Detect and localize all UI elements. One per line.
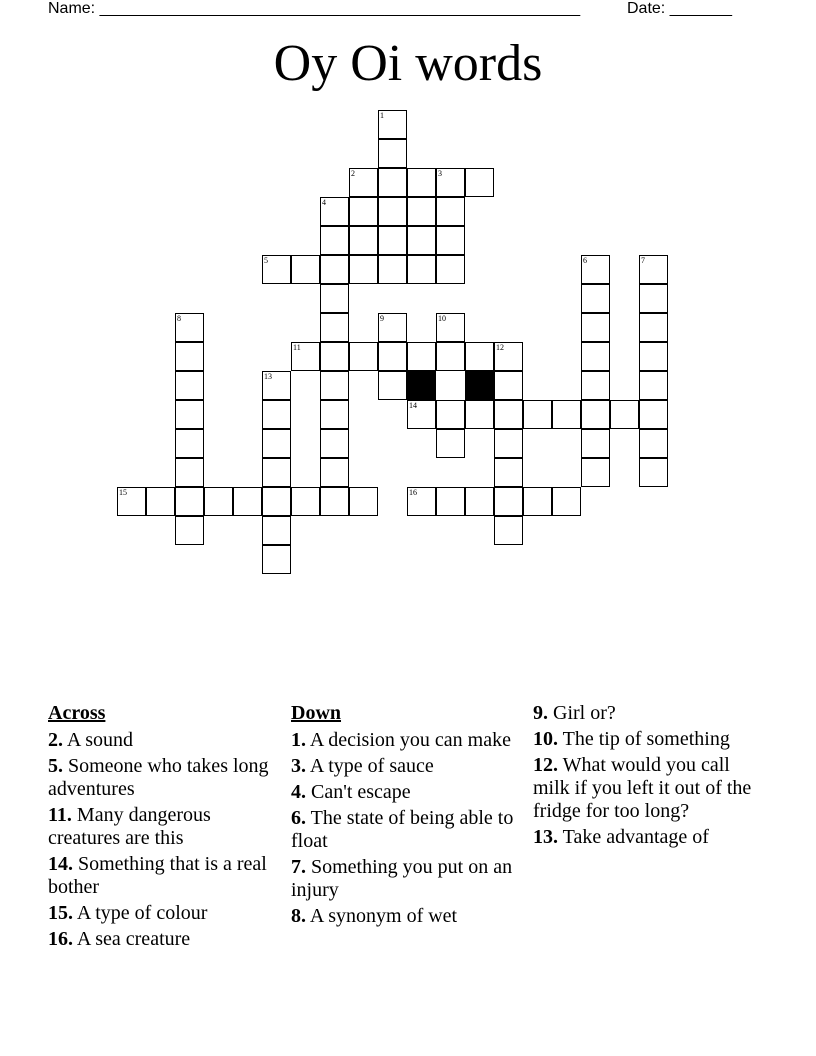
grid-cell[interactable] [407, 487, 436, 516]
grid-cell[interactable] [494, 429, 523, 458]
clue-number: 16 [409, 488, 417, 497]
across-clue [48, 729, 280, 752]
grid-cell[interactable] [349, 342, 378, 371]
grid-cell[interactable] [436, 255, 465, 284]
grid-cell[interactable] [233, 487, 262, 516]
clue-num: 13. [533, 826, 558, 848]
grid-cell[interactable] [552, 487, 581, 516]
grid-cell[interactable] [639, 313, 668, 342]
grid-cell[interactable] [436, 226, 465, 255]
clue-text: A type of colour [73, 902, 208, 924]
clue-text: Many dangerous creatures are this [48, 804, 211, 849]
grid-cell[interactable] [494, 342, 523, 371]
grid-cell[interactable] [436, 429, 465, 458]
clue-text: Can't escape [306, 781, 411, 803]
grid-cell[interactable] [610, 400, 639, 429]
black-cell [465, 371, 494, 400]
down-clues [291, 702, 519, 931]
grid-cell[interactable] [175, 516, 204, 545]
clue-number: 12 [496, 343, 504, 352]
grid-cell[interactable] [465, 168, 494, 197]
grid-cell[interactable] [320, 313, 349, 342]
grid-cell[interactable] [407, 168, 436, 197]
clue-text: Girl or? [548, 702, 616, 724]
down-clue [291, 755, 519, 778]
clue-num: 9. [533, 702, 548, 724]
grid-cell[interactable] [146, 487, 175, 516]
clue-num: 8. [291, 905, 306, 927]
grid-cell[interactable] [581, 313, 610, 342]
down-heading: Down [291, 702, 342, 724]
grid-cell[interactable] [175, 458, 204, 487]
grid-cell[interactable] [378, 255, 407, 284]
grid-cell[interactable] [378, 226, 407, 255]
grid-cell[interactable] [204, 487, 233, 516]
grid-cell[interactable] [581, 342, 610, 371]
across-clue [48, 928, 280, 951]
date-field[interactable]: Date: _______ [627, 0, 732, 17]
clue-num: 15. [48, 902, 73, 924]
grid-cell[interactable] [494, 516, 523, 545]
grid-cell[interactable] [262, 516, 291, 545]
grid-cell[interactable] [639, 458, 668, 487]
across-clue [48, 853, 280, 899]
grid-cell[interactable] [523, 400, 552, 429]
clue-number: 10 [438, 314, 446, 323]
down-clue [291, 905, 519, 928]
grid-cell[interactable] [349, 255, 378, 284]
grid-cell[interactable] [378, 110, 407, 139]
grid-cell[interactable] [262, 487, 291, 516]
grid-cell[interactable] [320, 487, 349, 516]
grid-cell[interactable] [117, 487, 146, 516]
clue-number: 9 [380, 314, 384, 323]
grid-cell[interactable] [175, 487, 204, 516]
grid-cell[interactable] [494, 487, 523, 516]
grid-cell[interactable] [378, 197, 407, 226]
clue-number: 6 [583, 256, 587, 265]
grid-cell[interactable] [436, 487, 465, 516]
grid-cell[interactable] [407, 255, 436, 284]
grid-cell[interactable] [175, 400, 204, 429]
grid-cell[interactable] [436, 197, 465, 226]
clue-text: Something you put on an injury [291, 856, 513, 901]
grid-cell[interactable] [407, 342, 436, 371]
clue-text: A synonym of wet [306, 905, 458, 927]
grid-cell[interactable] [523, 487, 552, 516]
grid-cell[interactable] [320, 458, 349, 487]
clue-num: 4. [291, 781, 306, 803]
clue-text: What would you call milk if you left it out of the fridge for too long? [533, 754, 752, 822]
grid-cell[interactable] [291, 487, 320, 516]
down-clue [291, 807, 519, 853]
grid-cell[interactable] [320, 197, 349, 226]
grid-cell[interactable] [407, 400, 436, 429]
grid-cell[interactable] [378, 342, 407, 371]
clue-text: Take advantage of [558, 826, 709, 848]
clue-num: 10. [533, 728, 558, 750]
grid-cell[interactable] [262, 429, 291, 458]
grid-cell[interactable] [291, 342, 320, 371]
clue-text: Someone who takes long adventures [48, 755, 269, 800]
grid-cell[interactable] [320, 226, 349, 255]
clue-num: 2. [48, 729, 63, 751]
grid-cell[interactable] [378, 168, 407, 197]
grid-cell[interactable] [465, 342, 494, 371]
grid-cell[interactable] [639, 371, 668, 400]
clue-number: 15 [119, 488, 127, 497]
grid-cell[interactable] [320, 371, 349, 400]
grid-cell[interactable] [639, 255, 668, 284]
grid-cell[interactable] [436, 313, 465, 342]
name-field[interactable]: Name: ______________________________________________________ [48, 0, 581, 17]
down-clue [533, 728, 769, 751]
grid-cell[interactable] [349, 226, 378, 255]
across-clue [48, 804, 280, 850]
grid-cell[interactable] [320, 429, 349, 458]
clue-number: 3 [438, 169, 442, 178]
grid-cell[interactable] [175, 429, 204, 458]
grid-cell[interactable] [378, 313, 407, 342]
clue-number: 14 [409, 401, 417, 410]
down-clue [291, 729, 519, 752]
clue-number: 5 [264, 256, 268, 265]
grid-cell[interactable] [407, 226, 436, 255]
grid-cell[interactable] [407, 197, 436, 226]
across-clues [48, 702, 280, 954]
black-cell [407, 371, 436, 400]
clue-num: 7. [291, 856, 306, 878]
grid-cell[interactable] [291, 255, 320, 284]
grid-cell[interactable] [320, 400, 349, 429]
down-clue [533, 754, 769, 823]
clue-number: 11 [293, 343, 301, 352]
across-clue [48, 755, 280, 801]
clue-num: 16. [48, 928, 73, 950]
clue-text: The state of being able to float [291, 807, 514, 852]
clue-num: 12. [533, 754, 558, 776]
clue-num: 5. [48, 755, 63, 777]
clue-text: Something that is a real bother [48, 853, 267, 898]
across-heading: Across [48, 702, 106, 724]
grid-cell[interactable] [581, 255, 610, 284]
grid-cell[interactable] [581, 400, 610, 429]
across-clue [48, 902, 280, 925]
grid-cell[interactable] [262, 458, 291, 487]
grid-cell[interactable] [349, 197, 378, 226]
grid-cell[interactable] [465, 400, 494, 429]
grid-cell[interactable] [581, 284, 610, 313]
down-clue [291, 856, 519, 902]
grid-cell[interactable] [494, 458, 523, 487]
grid-cell[interactable] [320, 342, 349, 371]
down-clues-continued [533, 702, 769, 852]
grid-cell[interactable] [581, 429, 610, 458]
grid-cell[interactable] [175, 342, 204, 371]
grid-cell[interactable] [581, 371, 610, 400]
grid-cell[interactable] [581, 458, 610, 487]
clue-number: 13 [264, 372, 272, 381]
grid-cell[interactable] [639, 429, 668, 458]
clue-number: 7 [641, 256, 645, 265]
puzzle-title: Oy Oi words [273, 35, 543, 92]
down-clue [533, 702, 769, 725]
grid-cell[interactable] [320, 255, 349, 284]
clue-num: 11. [48, 804, 72, 826]
clue-number: 8 [177, 314, 181, 323]
grid-cell[interactable] [436, 168, 465, 197]
grid-cell[interactable] [378, 371, 407, 400]
clue-num: 6. [291, 807, 306, 829]
clue-num: 3. [291, 755, 306, 777]
grid-cell[interactable] [639, 284, 668, 313]
grid-cell[interactable] [262, 371, 291, 400]
down-clue [533, 826, 769, 849]
grid-cell[interactable] [349, 168, 378, 197]
clue-text: A decision you can make [306, 729, 511, 751]
clue-number: 4 [322, 198, 326, 207]
grid-cell[interactable] [639, 400, 668, 429]
grid-cell[interactable] [378, 139, 407, 168]
clue-text: A sea creature [73, 928, 191, 950]
grid-cell[interactable] [436, 400, 465, 429]
grid-cell[interactable] [262, 545, 291, 574]
grid-cell[interactable] [494, 400, 523, 429]
grid-cell[interactable] [262, 255, 291, 284]
clue-text: A type of sauce [306, 755, 434, 777]
grid-cell[interactable] [320, 284, 349, 313]
grid-cell[interactable] [175, 371, 204, 400]
clue-text: The tip of something [558, 728, 730, 750]
clue-number: 2 [351, 169, 355, 178]
clue-num: 1. [291, 729, 306, 751]
grid-cell[interactable] [175, 313, 204, 342]
grid-cell[interactable] [465, 487, 494, 516]
grid-cell[interactable] [494, 371, 523, 400]
clue-number: 1 [380, 111, 384, 120]
grid-cell[interactable] [436, 342, 465, 371]
grid-cell[interactable] [349, 487, 378, 516]
down-clue [291, 781, 519, 804]
grid-cell[interactable] [639, 342, 668, 371]
grid-cell[interactable] [552, 400, 581, 429]
grid-cell[interactable] [262, 400, 291, 429]
clue-num: 14. [48, 853, 73, 875]
clue-text: A sound [63, 729, 134, 751]
